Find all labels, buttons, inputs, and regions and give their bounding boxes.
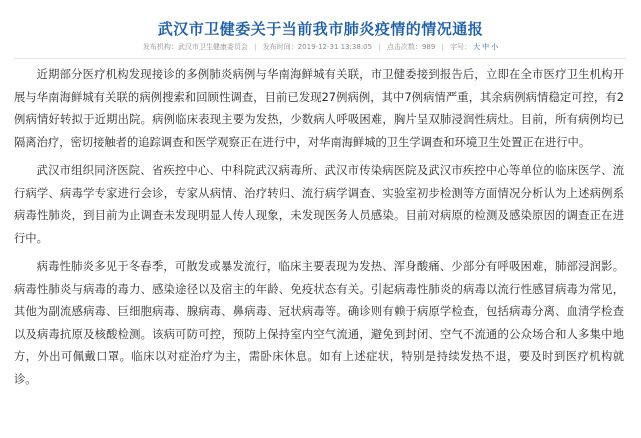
views-label: 点击次数：	[386, 43, 422, 51]
article-body	[0, 64, 641, 391]
title-divider	[14, 58, 626, 59]
meta-separator: |	[254, 43, 257, 51]
font-size-small-link[interactable]: 小	[491, 43, 499, 51]
meta-separator: |	[441, 43, 444, 51]
article-title: 武汉市卫健委关于当前我市肺炎疫情的情况通报	[157, 20, 484, 39]
article-paragraph: 武汉市组织同济医院、省疾控中心、中科院武汉病毒所、武汉市传染病医院及武汉市疾控中心等单位的临床医学、流行病学、病毒学专家进行会诊，专家从病情、治疗转归、流行病学调查、实验室初步检测等方面情况分析认为上述病例系病毒性肺炎，到目前为止调查未发现明显人传人现象，未发现医务人员感染。目前对病原的检测及感染原因的调查正在进行中。	[14, 164, 624, 245]
view-count: 989	[421, 43, 436, 51]
article-paragraph: 病毒性肺炎多见于冬春季，可散发或暴发流行，临床主要表现为发热、浑身酸痛、少部分有呼吸困难，肺部浸润影。病毒性肺炎与病毒的毒力、感染途径以及宿主的年龄、免疫状态有关。引起病毒性肺炎的病毒以流行性感冒病毒为常见，其他为副流感病毒、巨细胞病毒、腺病毒、鼻病毒、冠状病毒等。确诊则有赖于病原学检查，包括病毒分离、血清学检查以及病毒抗原及核酸检测。该病可防可控，预防上保持室内空气流通，避免到封闭、空气不流通的公众场合和人多集中地方，外出可佩戴口罩。临床以对症治疗为主，需卧床休息。如有上述症状，特别是持续发热不退，要及时到医疗机构就诊。	[14, 260, 624, 386]
publish-date: 2019-12-31 13:38:05	[297, 43, 373, 51]
article-paragraph: 近期部分医疗机构发现接诊的多例肺炎病例与华南海鲜城有关联，市卫健委接到报告后，立即在全市医疗卫生机构开展与华南海鲜城有关联的病例搜索和回顾性调查，目前已发现27例病例，其中7例病情严重，其余病例病情稳定可控，有2例病情好转拟于近期出院。病例临床表现主要为发热，少数病人呼吸困难，胸片呈双肺浸润性病灶。目前，所有病例均已隔离治疗，密切接触者的追踪调查和医学观察正在进行中，对华南海鲜城的卫生学调查和环境卫生处置正在进行中。	[14, 68, 624, 149]
meta-separator: |	[378, 43, 381, 51]
date-label: 发布时间：	[262, 43, 298, 51]
font-size-switcher	[450, 42, 498, 52]
article-meta	[0, 42, 641, 52]
font-size-label: 字号：	[450, 43, 472, 51]
publisher-label: 发布机构：	[142, 43, 178, 51]
font-size-large-link[interactable]: 大	[473, 43, 481, 51]
publisher-value: 武汉市卫生健康委员会	[177, 43, 248, 51]
font-size-medium-link[interactable]: 中	[482, 43, 490, 51]
